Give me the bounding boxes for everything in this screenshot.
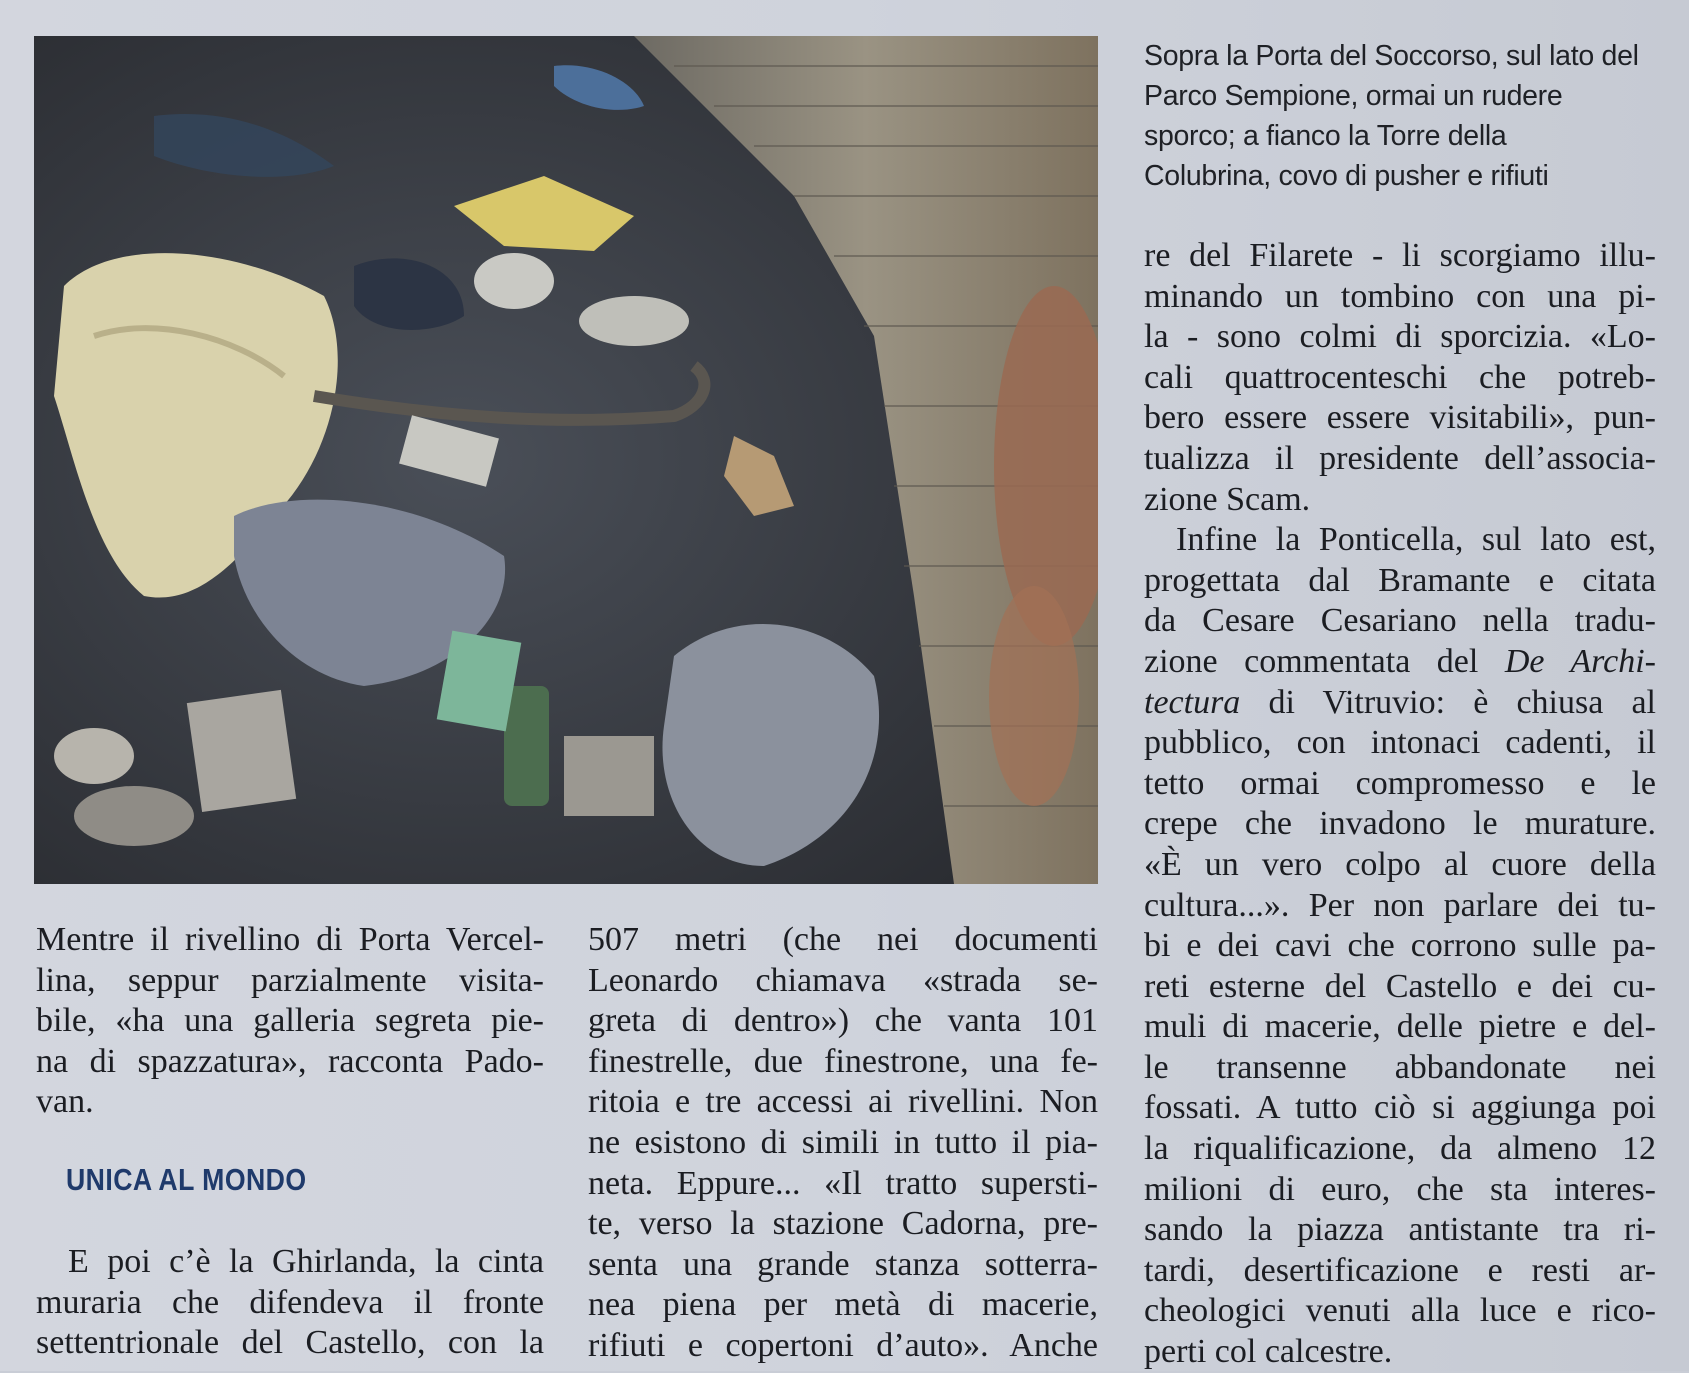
text-line: van. [36,1083,94,1121]
text-line: Infine la Ponticella, sul lato est, [1176,521,1656,559]
text-line: milioni di euro, che sta interes- [1144,1170,1656,1208]
text-fragment: di Vitruvio: è chiusa al [1240,683,1656,721]
article-column-3 [1144,236,1656,1373]
text-line: fossati. A tutto ciò si aggiunga poi [1144,1089,1656,1127]
text-line: zione Scam. [1144,480,1311,518]
article-column-2 [588,920,1098,1367]
text-line: bi e dei cavi che corrono sulle pa- [1144,927,1656,965]
article-column-1 [36,920,544,1123]
text-line: cali quattrocenteschi che potreb- [1144,358,1656,396]
text-line: reti esterne del Castello e dei cu- [1144,967,1656,1005]
text-line-with-title [1144,683,1656,724]
text-line: greta di dentro») che vanta 101 [588,1002,1098,1040]
text-line: bero essere essere visitabili», pun- [1144,399,1656,437]
text-line: progettata dal Bramante e citata [1144,561,1656,599]
book-title-fragment: De Archi- [1504,642,1656,680]
text-line: crepe che invadono le murature. [1144,805,1656,843]
text-line: da Cesare Cesariano nella tradu- [1144,602,1656,640]
text-line: sando la piazza antistante tra ri- [1144,1211,1656,1249]
caption-line: Sopra la Porta del Soccorso, sul lato del [1144,40,1639,72]
text-fragment: zione commentata del [1144,642,1505,680]
text-line: tualizza il presidente dell’associa- [1144,439,1656,477]
text-line: pubblico, con intonaci cadenti, il [1144,724,1656,762]
text-line: finestrelle, due finestrone, una fe- [588,1042,1098,1080]
text-line: perti col calcestre. [1144,1333,1393,1371]
text-line: «È un vero colpo al cuore della [1144,845,1656,883]
text-line: senta una grande stanza sotterra- [588,1245,1098,1283]
text-line: E poi c’è la Ghirlanda, la cinta [68,1243,544,1280]
text-line: minando un tombino con una pi- [1144,277,1656,315]
photo-caption [1144,36,1659,196]
text-line: muli di macerie, delle pietre e del- [1144,1008,1656,1046]
text-line: la - sono colmi di sporcizia. «Lo- [1144,318,1656,356]
text-line: Mentre il rivellino di Porta Vercel- [36,921,544,958]
text-line: neta. Eppure... «Il tratto supersti- [588,1164,1098,1202]
text-line: te, verso la stazione Cadorna, pre- [588,1205,1098,1243]
text-line: settentrionale del Castello, con la [36,1324,544,1362]
text-line: ne esistono di simili in tutto il pia- [588,1123,1098,1161]
text-line: cheologici venuti alla luce e rico- [1144,1292,1656,1330]
text-line: na di spazzatura», racconta Pado- [36,1042,544,1080]
text-line: la riqualificazione, da almeno 12 [1144,1130,1656,1168]
caption-line: Parco Sempione, ormai un rudere [1144,80,1563,112]
text-line: bile, «ha una galleria segreta pie- [36,1002,544,1040]
text-line: tardi, desertificazione e resti ar- [1144,1251,1656,1289]
book-title-fragment: tectura [1144,683,1241,721]
text-line: lina, seppur parzialmente visita- [36,961,544,999]
text-line: rifiuti e copertoni d’auto». Anche [588,1326,1098,1364]
text-line: re del Filarete - li scorgiamo illu- [1144,237,1656,274]
text-line: tetto ormai compromesso e le [1144,764,1656,802]
text-line-with-title [1144,642,1656,683]
section-subhead: UNICA AL MONDO [66,1162,307,1197]
text-line: 507 metri (che nei documenti [588,921,1098,958]
text-line: muraria che difendeva il fronte [36,1283,544,1321]
text-line: ritoia e tre accessi ai rivellini. Non [588,1083,1098,1121]
text-line: cultura...». Per non parlare dei tu- [1144,886,1656,924]
text-line: Leonardo chiamava «strada se- [588,961,1098,999]
article-column-1-continued [36,1242,544,1364]
text-line: le transenne abbandonate nei [1144,1048,1656,1086]
caption-line: Colubrina, covo di pusher e rifiuti [1144,160,1549,192]
caption-line: sporco; a fianco la Torre della [1144,120,1507,152]
photo-garbage-heap [34,36,1098,884]
text-line: nea piena per metà di macerie, [588,1286,1098,1324]
